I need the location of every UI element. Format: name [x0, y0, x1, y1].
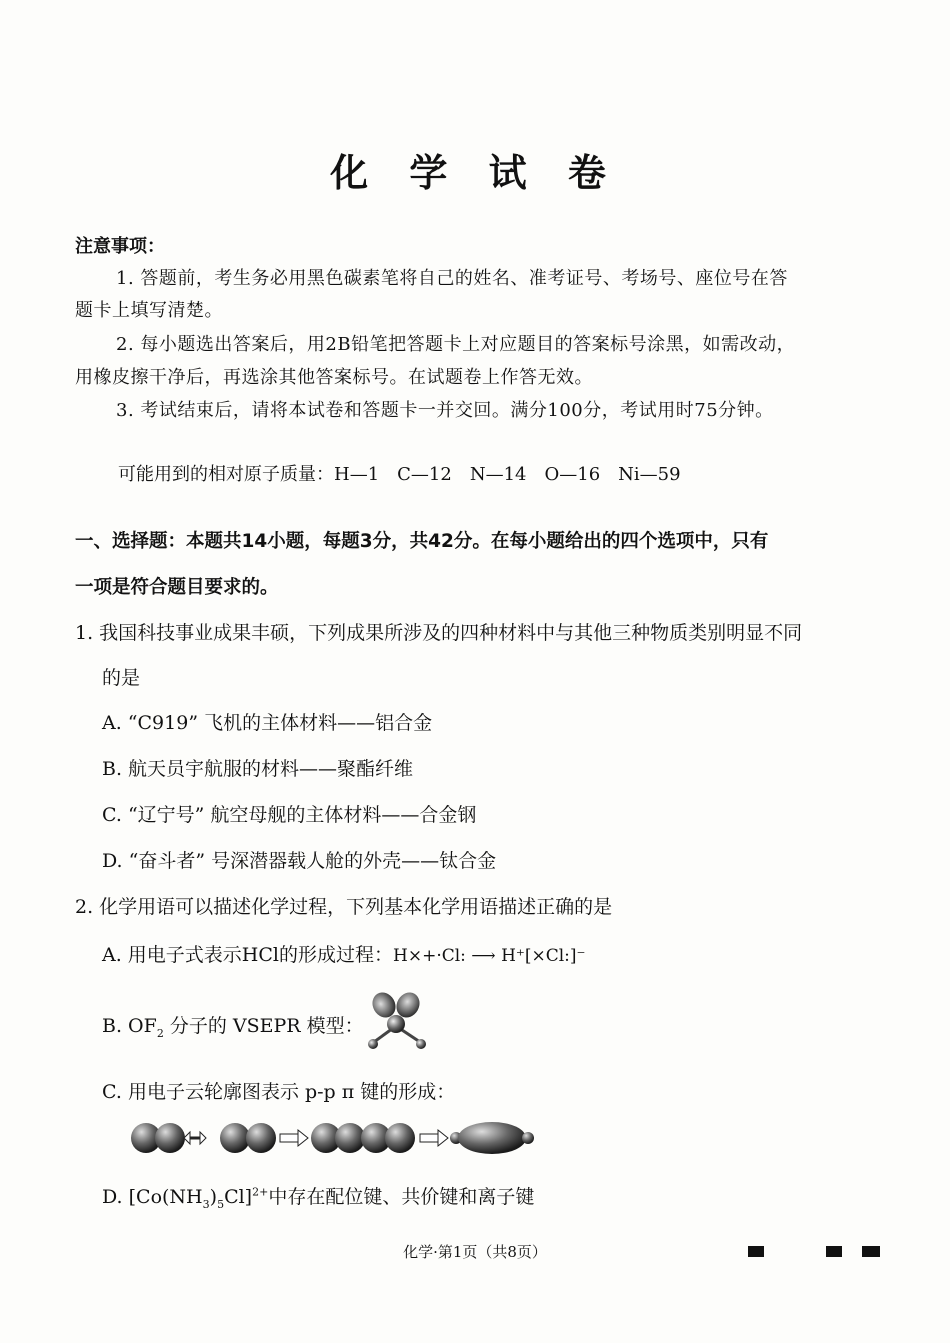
vsepr-model-image	[358, 990, 438, 1052]
notice-item-2-cont: 用橡皮擦干净后，再选涂其他答案标号。在试题卷上作答无效。	[75, 367, 593, 388]
timing-mark	[862, 1246, 880, 1257]
notice-item-1: 1. 答题前，考生务必用黑色碳素笔将自己的姓名、准考证号、考场号、座位号在答	[116, 268, 788, 289]
notice-item-1-cont: 题卡上填写清楚。	[75, 300, 223, 321]
notice-item-2: 2. 每小题选出答案后，用2B铅笔把答题卡上对应题目的答案标号涂黑，如需改动，	[116, 334, 796, 355]
q2-option-d-cl: Cl]	[224, 1186, 253, 1208]
q2-option-d-label: D. [Co(NH	[102, 1186, 203, 1208]
q2-option-a	[102, 940, 586, 967]
timing-mark	[748, 1246, 764, 1257]
q2-option-d-text: 中存在配位键、共价键和离子键	[268, 1186, 535, 1208]
q2-option-b-label: B. OF	[102, 1015, 157, 1037]
notice-item-3: 3. 考试结束后，请将本试卷和答题卡一并交回。满分100分，考试用时75分钟。	[116, 400, 774, 421]
q2-option-b	[102, 1011, 364, 1040]
q1-stem-cont: 的是	[102, 667, 141, 689]
page-title: 化 学 试 卷	[330, 150, 620, 195]
q2-option-d-sub1: 3	[202, 1197, 210, 1211]
q2-option-b-sub: 2	[156, 1026, 164, 1040]
q1-option-d: D. “奋斗者” 号深潜器载人舱的外壳——钛合金	[102, 850, 497, 872]
atomic-masses: 可能用到的相对原子质量：H—1 C—12 N—14 O—16 Ni—59	[118, 464, 681, 485]
section-heading-cont: 一项是符合题目要求的。	[75, 577, 279, 598]
q1-stem: 1. 我国科技事业成果丰硕，下列成果所涉及的四种材料中与其他三种物质类别明显不同	[75, 622, 803, 644]
q1-option-c: C. “辽宁号” 航空母舰的主体材料——合金钢	[102, 804, 477, 826]
q2-option-d-paren: )	[209, 1186, 218, 1208]
q2-option-a-text: A. 用电子式表示HCl的形成过程：	[102, 944, 393, 966]
page-footer: 化学·第1页（共8页）	[403, 1243, 547, 1261]
q2-option-b-text: 分子的 VSEPR 模型：	[163, 1015, 364, 1037]
q1-option-b: B. 航天员宇航服的材料——聚酯纤维	[102, 758, 414, 780]
hcl-electron-formula: H×+·Cl: ⟶ H⁺[×Cl:]⁻	[393, 946, 586, 966]
q2-option-d-charge: 2+	[252, 1185, 269, 1199]
section-heading: 一、选择题：本题共14小题，每题3分，共42分。在每小题给出的四个选项中，只有	[75, 531, 769, 552]
q2-stem: 2. 化学用语可以描述化学过程，下列基本化学用语描述正确的是	[75, 896, 613, 918]
q2-option-d	[102, 1182, 534, 1211]
notice-heading: 注意事项：	[75, 236, 165, 257]
pp-pi-bond-image	[128, 1118, 540, 1158]
q2-option-c: C. 用电子云轮廓图表示 p-p π 键的形成：	[102, 1081, 456, 1103]
q2-option-d-sub2: 5	[217, 1197, 225, 1211]
timing-mark	[826, 1246, 842, 1257]
q1-option-a: A. “C919” 飞机的主体材料——铝合金	[102, 712, 433, 734]
